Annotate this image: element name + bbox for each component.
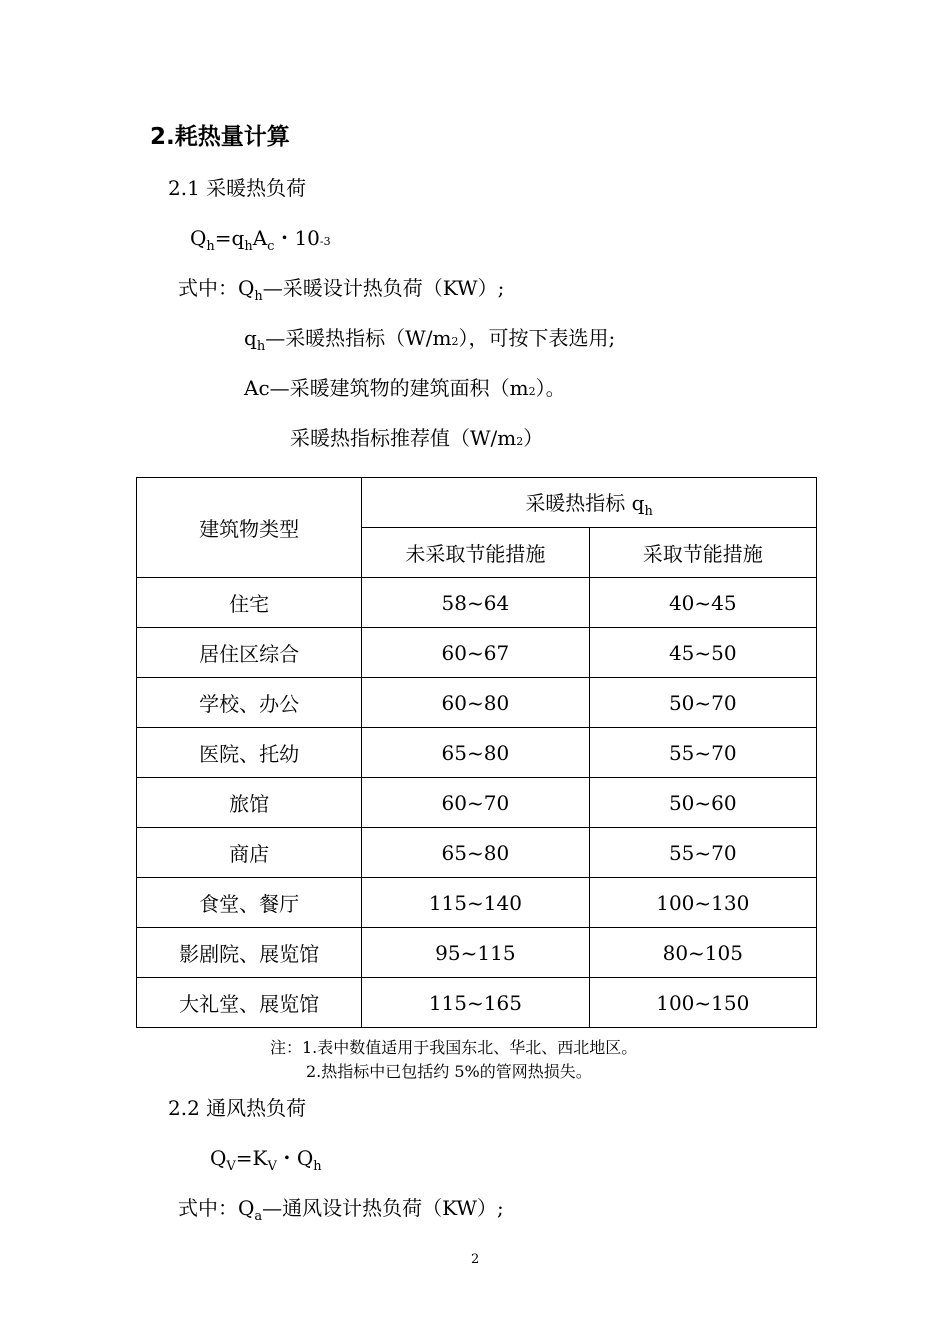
cell-no-saving: 95~115 [362,928,589,978]
page-number: 2 [471,1252,480,1267]
table-row [137,678,817,728]
table-row [137,578,817,628]
table-row [137,628,817,678]
table-row [137,828,817,878]
formula-heating-load: $Q_h=q_hA_c$・10-3 [190,226,331,254]
table-row [137,728,817,778]
table-title: 采暖热指标推荐值（W/m2） [290,426,544,450]
cell-no-saving: 60~67 [362,628,589,678]
table-row [137,878,817,928]
cell-building-type: 医院、托幼 [137,728,362,778]
cell-saving: 100~130 [589,878,816,928]
cell-building-type: 住宅 [137,578,362,628]
header-heating-index: 采暖热指标 $q_h$ [362,478,817,528]
cell-saving: 55~70 [589,828,816,878]
cell-saving: 55~70 [589,728,816,778]
cell-no-saving: 115~165 [362,978,589,1028]
cell-building-type: 大礼堂、展览馆 [137,978,362,1028]
definition-qa: 式中：$Q_a—$通风设计热负荷（KW）; [178,1196,504,1224]
formula-ventilation-load: $Q_V=K_V$・$Q_h$ [210,1146,322,1174]
cell-saving: 100~150 [589,978,816,1028]
subsection-title-2-1: 2.1 采暖热负荷 [168,176,307,200]
cell-no-saving: 65~80 [362,828,589,878]
cell-no-saving: 65~80 [362,728,589,778]
heating-index-table [136,477,817,1028]
definition-q-index: $q_h—$采暖热指标（W/m2），可按下表选用; [244,326,616,354]
section-heading: 2.耗热量计算 [150,124,290,150]
header-no-saving: 未采取节能措施 [362,528,589,578]
subsection-title-2-2: 2.2 通风热负荷 [168,1096,307,1120]
definition-qh: 式中：$Q_h—$采暖设计热负荷（KW）; [178,276,505,304]
header-building-type: 建筑物类型 [137,478,362,578]
table-row [137,778,817,828]
note-line-1: 注：1.表中数值适用于我国东北、华北、西北地区。 [270,1038,638,1057]
cell-saving: 80~105 [589,928,816,978]
cell-building-type: 商店 [137,828,362,878]
cell-building-type: 居住区综合 [137,628,362,678]
cell-no-saving: 58~64 [362,578,589,628]
table-row [137,978,817,1028]
cell-no-saving: 115~140 [362,878,589,928]
cell-building-type: 影剧院、展览馆 [137,928,362,978]
cell-building-type: 食堂、餐厅 [137,878,362,928]
definition-area: Ac—采暖建筑物的建筑面积（m2）。 [244,376,566,400]
cell-no-saving: 60~80 [362,678,589,728]
note-line-2: 2.热指标中已包括约 5%的管网热损失。 [306,1062,592,1081]
cell-saving: 50~60 [589,778,816,828]
cell-saving: 40~45 [589,578,816,628]
cell-building-type: 旅馆 [137,778,362,828]
cell-building-type: 学校、办公 [137,678,362,728]
cell-saving: 45~50 [589,628,816,678]
table-row [137,928,817,978]
cell-saving: 50~70 [589,678,816,728]
header-saving: 采取节能措施 [589,528,816,578]
cell-no-saving: 60~70 [362,778,589,828]
